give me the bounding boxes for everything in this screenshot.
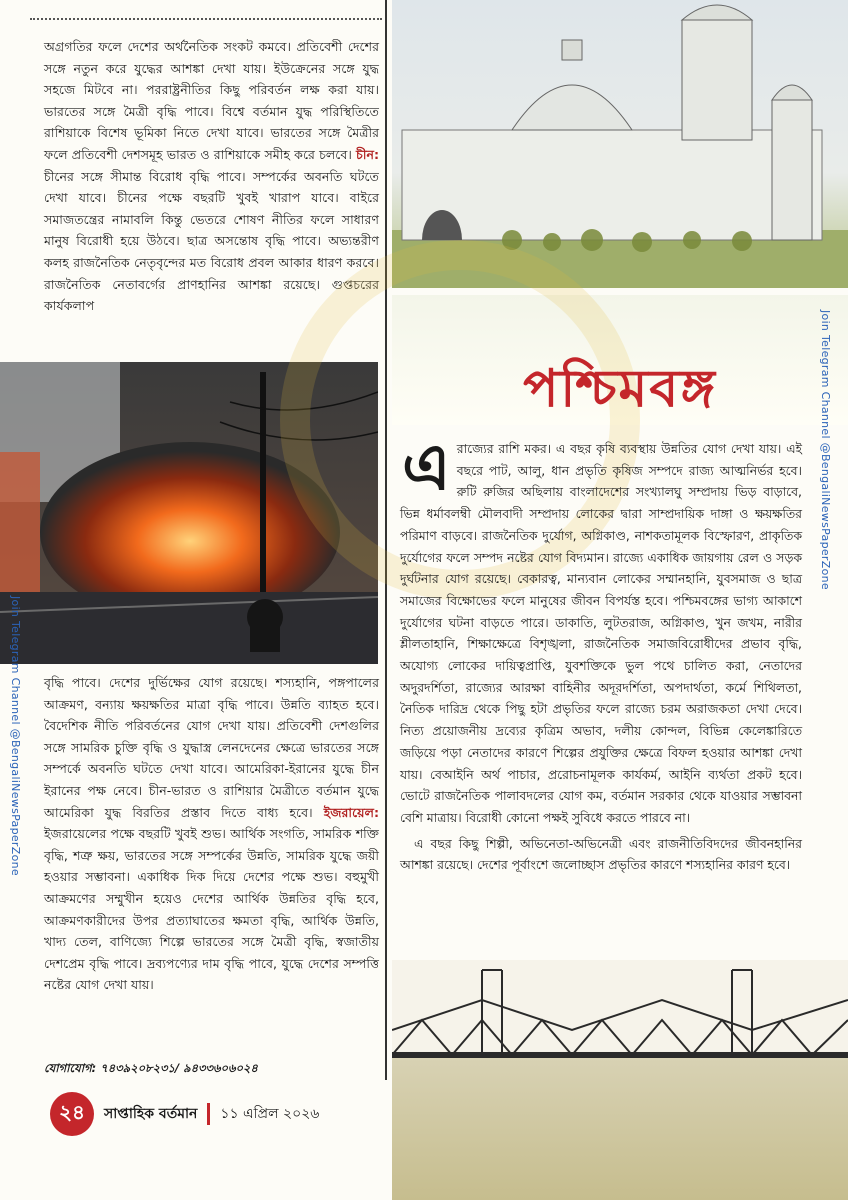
top-dotted-rule — [30, 18, 382, 20]
magazine-name: সাপ্তাহিক বর্তমান — [104, 1106, 198, 1122]
china-paragraph: চীনের সঙ্গে সীমান্ত বিরোধ বৃদ্ধি পাবে। সম্পর্কের অবনতি ঘটতে দেখা যাবে। চীনের পক্ষে বছরটি খুবই খারাপ যাবে। বাইরে সমাজতন্ত্রের নামাবলি কিন্তু ভেতরে শোষণ নীতির ফলে সাধারণ মানুষ বিরোধী হয়ে উঠবে। ছাত্র অসন্তোষ বৃদ্ধি পাবে। অভ্যন্তরীণ কলহ রাজনৈতিক নেতৃবৃন্দের মত বিরোধ প্রবল আকার ধারণ করবে। রাজনৈতিক নেতাবর্গের প্রাণহানির আশঙ্কা রয়েছে। গুপ্তচরের কার্যকলাপ — [44, 168, 379, 314]
israel-paragraph: ইজরায়েলের পক্ষে বছরটি খুবই শুভ। আর্থিক সংগতি, সামরিক শক্তি বৃদ্ধি, শত্রু ক্ষয়, ভারতের সঙ্গে সম্পর্কের উন্নতি, সামরিক যুদ্ধে জয়ী হওয়ার সম্ভাবনা। একাধিক দিক দিয়ে দেশের পক্ষে শুভ। বহুমুখী আক্রমণের সম্মুখীন হয়েও দেশের আর্থিক উন্নতির বৃদ্ধি হবে, আক্রমণকারীদের উপর প্রত্যাঘাতের ক্ষমতা বৃদ্ধি, আর্থিক উন্নতি, খাদ্য তেল, বাণিজ্যে শিল্পে ভারতের সঙ্গে মৈত্রী বৃদ্ধি, স্বজাতীয় দেশপ্রেম বৃদ্ধি পাবে। দ্রব্যপণ্যের দাম বৃদ্ধি পাবে, যুদ্ধে দেশের সম্পত্তি নষ্টের যোগ দেখা যায়। — [44, 826, 379, 993]
issue-date: ১১ এপ্রিল ২০২৬ — [220, 1106, 320, 1122]
paragraph: রাজ্যের রাশি মকর। এ বছর কৃষি ব্যবস্থায় উন্নতির যোগ দেখা যায়। এই বছরে পাট, আলু, ধান প্রভৃতি কৃষিজ সম্পদে রাজ্য আত্মনির্ভর হবে। রুটি রুজির অছিলায় বাংলাদেশের সংখ্যালঘু সম্প্রদায় ভিড় বাড়াবে, ভিন্ন ধর্মাবলম্বী মৌলবাদী সম্প্রদায় লোকের দ্বারা সাম্প্রদায়িক দাঙ্গা ও ক্ষয়ক্ষতির পরিমাণ বাড়বে। রাজনৈতিক দুর্যোগ, অগ্নিকাণ্ড, নাশকতামূলক বিস্ফোরণ, প্রাকৃতিক দুর্যোগের ফলে সম্পদ নষ্টের যোগ বিদ্যমান। রাজ্যে একাধিক জায়গায় রেল ও সড়ক দুর্ঘটনার যোগ রয়েছে। বেকারত্ব, মান্যবান লোকের সম্মানহানি, যুবসমাজ ও ছাত্র সমাজের বিক্ষোভের ফলে মানুষের জীবন বিপর্যস্ত হবে। পশ্চিমবঙ্গের ভাগ্য আকাশে দুর্যোগের ঘটনা বাড়তে পারে। ডাকাতি, লুটতরাজ, অগ্নিকাণ্ড, খুন জখম, নারীর শ্লীলতাহানি, শিক্ষাক্ষেত্রে বিশৃঙ্খলা, রাজনৈতিক সমাজবিরোধীদের প্রভাব বৃদ্ধি, অযোগ্য লোকের দায়িত্বপ্রাপ্তি, যুবশক্তিকে ভুল পথে চালিত করা, নেতাদের অদুরদর্শিতা, রাজ্যের আরক্ষা বাহিনীর অদূরদর্শিতা, অপদার্থতা, কর্মে শিথিলতা, নৈতিক দারিদ্র থেকে পিছু হটা প্রভৃতির ফলে রাজ্যে চরম অরাজকতা দেখা দেবে। নিত্য প্রয়োজনীয় দ্রব্যের কৃত্রিম অভাব, দলীয় কোন্দল, বিভিন্ন কেলেঙ্কারিতে জড়িয়ে পড়া নেতাদের কারণে শিল্পের প্রযুক্তির ক্ষেত্রে বিফল হওয়ার আশঙ্কা দেখা যায়। বেআইনি অর্থ পাচার, প্ররোচনামূলক কার্যকর্ম, আইনি ব্যর্থতা প্রকট হবে। ভোটে রাজনৈতিক পালাবদলের যোগ কম, বর্তমান সরকার থেকে যাওয়ার সম্ভাবনা বেশি মাত্রায়। বিরোধী কোনো পক্ষই সুবিধে করতে পারবে না। — [400, 441, 802, 825]
left-column-bottom-text — [44, 672, 379, 996]
telegram-watermark-right: Join Telegram Channel @BengaliNewsPaperZone — [819, 310, 832, 590]
article-title: পশ্চিমবঙ্গ — [523, 358, 717, 419]
fire-photo — [0, 362, 378, 664]
fire-photo-illustration — [0, 362, 378, 664]
right-column-text — [400, 430, 802, 876]
paragraph: অগ্রগতির ফলে দেশের অর্থনৈতিক সংকট কমবে। প্রতিবেশী দেশের সঙ্গে নতুন করে যুদ্ধের আশঙ্কা দেখা যায়। ইউক্রেনের সঙ্গে যুদ্ধ সহজে মিটবে না। পররাষ্ট্রনীতির কিছু পরিবর্তন লক্ষ করা যায়। ভারতের সঙ্গে মৈত্রী বৃদ্ধি পাবে। বিশ্বে বর্তমান যুদ্ধ পরিস্থিতিতে রাশিয়াকে বিশেষ ভূমিকা নিতে দেখা যাবে। ভারতের সঙ্গে মৈত্রীর ফলে প্রতিবেশী দেশসমূহ ভারত ও রাশিয়াকে সমীহ করে চলবে। — [44, 39, 379, 162]
howrah-bridge-photo — [392, 960, 848, 1200]
drop-cap: এ — [402, 430, 451, 505]
china-label: চীন: — [356, 146, 379, 162]
page-footer — [50, 1092, 319, 1136]
monument-illustration — [392, 0, 848, 288]
column-divider — [385, 0, 387, 1080]
page-number: ২৪ — [50, 1092, 94, 1136]
paragraph: বৃদ্ধি পাবে। দেশের দুর্ভিক্ষের যোগ রয়েছে। শস্যহানি, পঙ্গপালের আক্রমণ, বন্যায় ক্ষয়ক্ষতির মাত্রা বৃদ্ধি পাবে। উন্নতি ব্যাহত হবে। বৈদেশিক নীতি পরিবর্তনের যোগ দেখা যায়। প্রতিবেশী দেশগুলির সঙ্গে সামরিক চুক্তি বৃদ্ধি ও যুদ্ধাস্ত্র লেনদেনের ক্ষেত্রে ভারতের সঙ্গে সম্পর্কে অবনতি ঘটতে দেখা যাবে। আমেরিকা-ইরানের যুদ্ধে চীন ইরানের পক্ষ নেবে। চীন-ভারত ও রাশিয়ার মৈত্রীতে বর্তমান যুদ্ধে আমেরিকা যুদ্ধ বিরতির প্রস্তাব দিতে বাধ্য হবে। — [44, 675, 379, 820]
telegram-watermark-left: Join Telegram Channel @BengaliNewsPaperZone — [9, 596, 22, 876]
paragraph: এ বছর কিছু শিল্পী, অভিনেতা-অভিনেত্রী এবং রাজনীতিবিদদের জীবনহানির আশঙ্কা রয়েছে। দেশের পূর্বাংশে জলোচ্ছাস প্রভৃতির কারণে শস্যহানির কারণ হবে। — [400, 835, 802, 873]
bridge-illustration — [392, 960, 848, 1200]
victoria-memorial-photo — [392, 0, 848, 288]
left-column-top-text — [44, 36, 379, 317]
contact-line: যোগাযোগ: ৭৪৩৯২০৮২৩১/ ৯৪৩৩৬০৬০২৪ — [44, 1061, 258, 1075]
footer-separator — [207, 1103, 210, 1125]
israel-label: ইজরায়েল: — [323, 804, 379, 820]
